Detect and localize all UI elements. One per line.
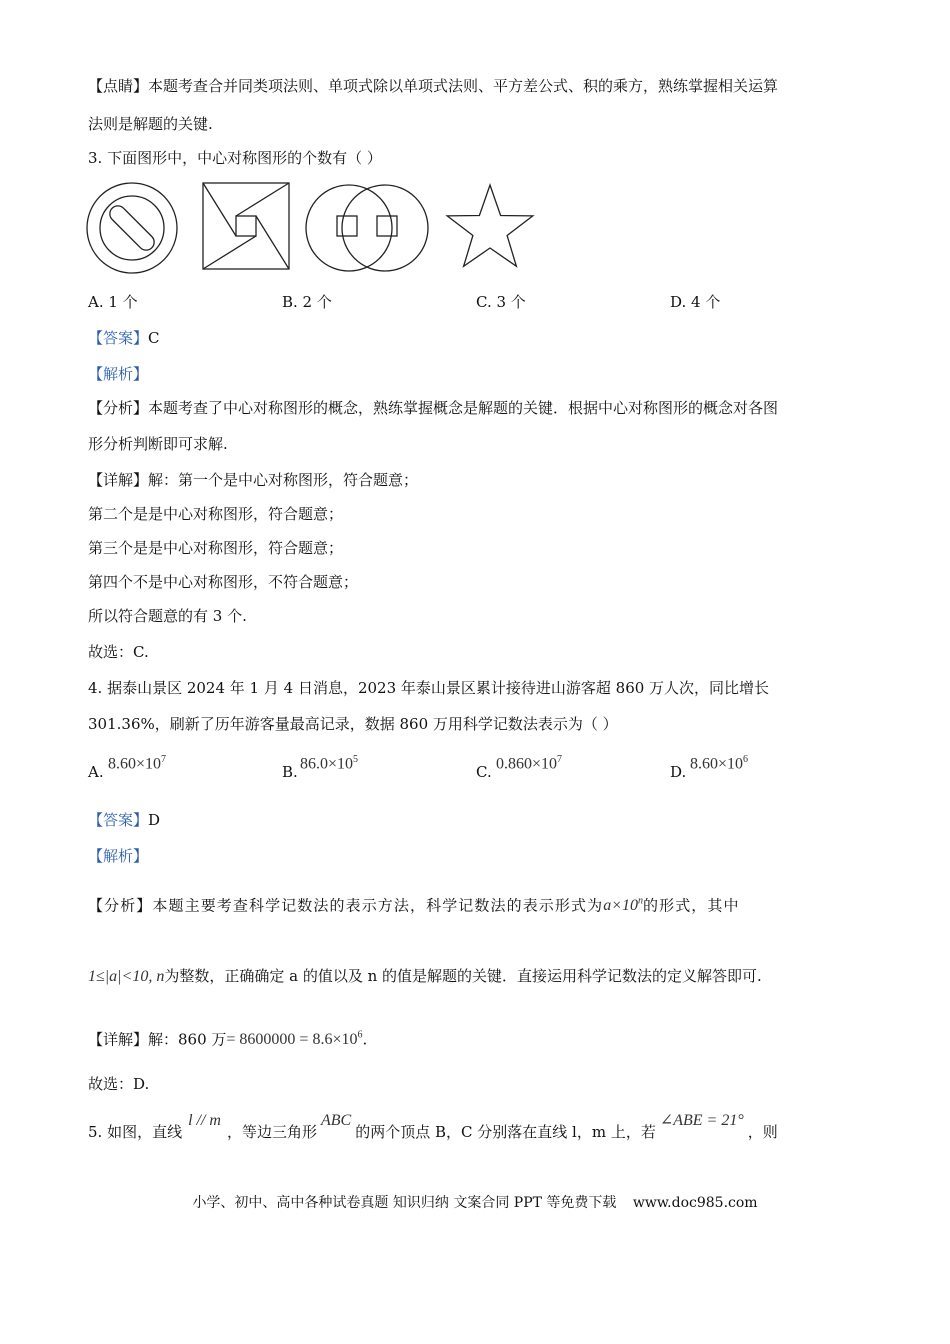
answer-label: 【答案】 [88,811,149,829]
q3-detail-3: 第三个是是中心对称图形，符合题意； [88,539,344,557]
dianjing-line-2: 法则是解题的关键. [88,115,213,133]
figure-square-pinwheel [200,180,292,272]
q4-option-a-value: $8.60\times 10^7$ [108,754,167,773]
q4-option-b-value: $86.0\times 10^5$ [300,754,359,773]
q4-line-2: 301.36%，刷新了历年游客量最高记录，数据 860 万用科学记数法表示为（ ） [88,715,618,733]
figure-circle-with-bar [84,180,180,276]
q4-option-d-label: D. [670,763,687,781]
q3-detail-1: 【详解】解：第一个是中心对称图形，符合题意； [88,471,419,489]
q4-option-c-label: C. [476,763,492,781]
q3-detail-2: 第二个是是中心对称图形，符合题意； [88,505,344,523]
q3-option-a: A. 1 个 [88,293,138,311]
q4-option-b-label: B. [282,763,298,781]
q3-answer [88,328,160,348]
q4-fenxi-line-1: 【分析】本题主要考查科学记数法的表示方法，科学记数法的表示形式为$a\times 10^n$的形式，其中 [88,896,740,915]
q3-question: 3. 下面图形中，中心对称图形的个数有（ ） [88,149,382,167]
q4-detail: 【详解】解：860 万= $8600000 = 8.6\times 10^6$. [88,1030,368,1049]
q4-line-1: 4. 据泰山景区 2024 年 1 月 4 日消息，2023 年泰山景区累计接待进山游客超 860 万人次，同比增长 [88,679,770,697]
q3-analysis-label: 【解析】 [88,365,149,383]
q3-detail-5: 所以符合题意的有 3 个. [88,607,247,625]
figure-two-circles [304,180,430,276]
q3-choose: 故选：C. [88,643,149,661]
q3-fenxi-2: 形分析判断即可求解. [88,435,228,453]
figure-star [444,182,536,272]
q3-option-b: B. 2 个 [282,293,332,311]
q4-option-d-value: $8.60\times 10^6$ [690,754,749,773]
footer-text: 小学、初中、高中各种试卷真题 知识归纳 文案合同 PPT 等免费下载 [192,1195,617,1211]
answer-value: D [148,811,161,829]
q3-option-d: D. 4 个 [670,293,721,311]
q3-fenxi-1: 【分析】本题考查了中心对称图形的概念，熟练掌握概念是解题的关键．根据中心对称图形的概念对各图 [88,399,779,417]
q3-option-c: C. 3 个 [476,293,526,311]
dianjing-line-1: 【点睛】本题考查合并同类项法则、单项式除以单项式法则、平方差公式、积的乘方，熟练掌握相关运算 [88,77,779,95]
q4-fenxi-line-2: 1≤|a|<10, n为整数，正确确定 a 的值以及 n 的值是解题的关键．直接运用科学记数法的定义解答即可. [88,967,762,985]
q4-analysis-label: 【解析】 [88,847,149,865]
q4-answer [88,810,160,830]
answer-label: 【答案】 [88,329,149,347]
q3-detail-4: 第四个不是中心对称图形，不符合题意； [88,573,359,591]
q4-option-a-label: A. [88,763,104,781]
page-footer [0,1192,950,1212]
q5-line-1: 5. 如图，直线l // m，等边三角形ABC的两个顶点 B，C 分别落在直线 l，m 上，若∠ABE = 21°，则 [88,1112,778,1141]
q4-option-c-value: $0.860\times 10^7$ [496,754,563,773]
answer-value: C [148,329,160,347]
q4-choose: 故选：D. [88,1075,150,1093]
footer-url[interactable]: www.doc985.com [632,1195,758,1211]
